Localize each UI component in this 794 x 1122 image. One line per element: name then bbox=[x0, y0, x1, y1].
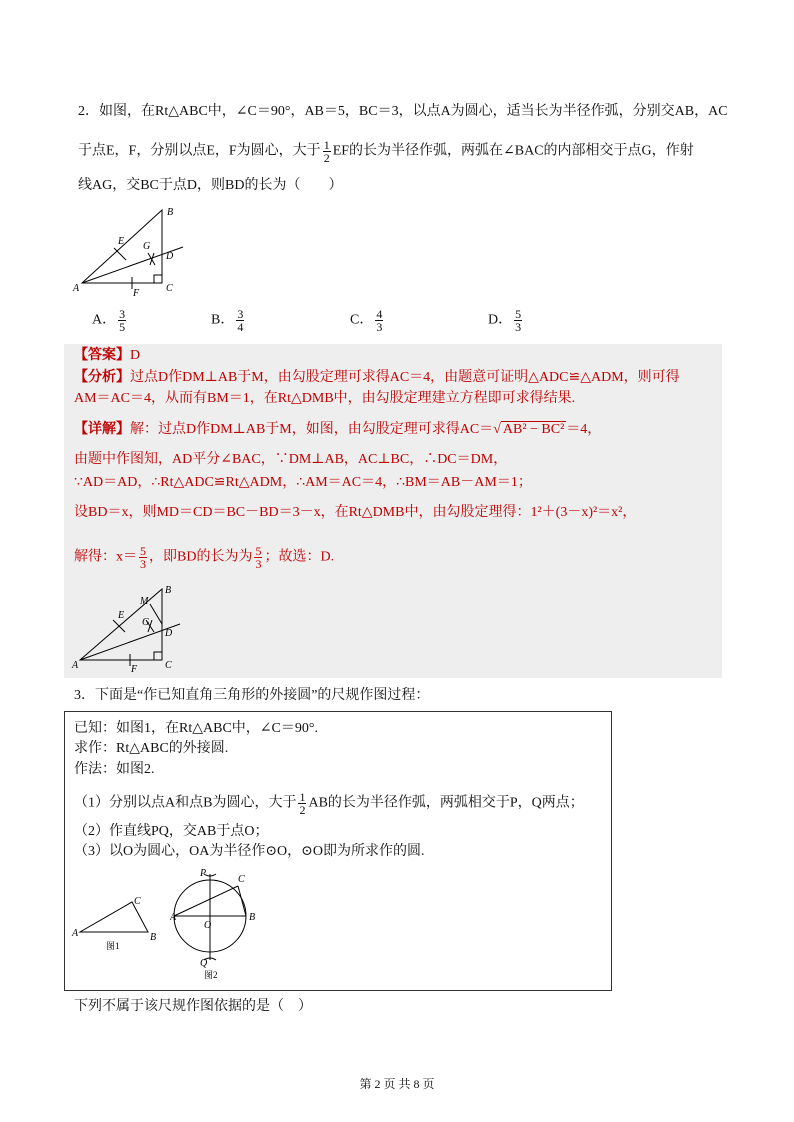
fig1-label-A: A bbox=[72, 928, 79, 939]
q3-step2: （2）作直线PQ，交AB于点O； bbox=[74, 824, 269, 839]
q3-method: 作法：如图2. bbox=[74, 762, 155, 777]
fig2-label-O: O bbox=[204, 920, 212, 931]
label-B: B bbox=[165, 585, 172, 596]
q3-intro: 3．下面是“作已知直角三角形的外接圆”的尺规作图过程： bbox=[74, 688, 430, 703]
analysis-line1: 【分析】过点D作DM⊥AB于M，由勾股定理可求得AC＝4，由题意可证明△ADC≌△ADM，则可得 bbox=[74, 370, 680, 385]
label-G: G bbox=[142, 617, 150, 628]
detail-line2: 由题中作图知，AD平分∠BAC，∵DM⊥AB，AC⊥BC，∴DC＝DM， bbox=[74, 452, 508, 467]
label-C: C bbox=[166, 283, 173, 294]
detail-line4: 设BD＝x，则MD＝CD＝BC－BD＝3－x，在Rt△DMB中，由勾股定理得：1²＋(3－x)²＝x²， bbox=[74, 505, 637, 520]
label-F: F bbox=[131, 664, 138, 674]
q2-figure1 bbox=[70, 205, 190, 300]
fig1-caption: 图1 bbox=[106, 941, 120, 951]
half-fraction: $\frac{1}{2}$ bbox=[323, 138, 330, 165]
option-c[interactable]: C． $\frac{4}{3}$ bbox=[350, 307, 383, 334]
label-E: E bbox=[118, 236, 125, 247]
q2-line2 bbox=[78, 139, 694, 164]
analysis-line2: AM＝AC＝4，从而有BM＝1，在Rt△DMB中，由勾股定理建立方程即可求得结果. bbox=[74, 391, 576, 406]
fig2-label-Q: Q bbox=[200, 958, 208, 969]
answer-line: 【答案】D bbox=[74, 348, 141, 363]
q3-step1: （1）分别以点A和点B为圆心，大于 $\frac{1}{2}$ AB的长为半径作弧，两弧相交于P，Q两点； bbox=[74, 790, 584, 817]
fig1-label-C: C bbox=[134, 896, 141, 907]
option-b[interactable]: B． $\frac{3}{4}$ bbox=[211, 307, 244, 334]
q3-task: 求作：Rt△ABC的外接圆. bbox=[74, 741, 229, 756]
fig2-label-A: A bbox=[170, 912, 177, 923]
label-D: D bbox=[166, 251, 174, 262]
q3-question: 下列不属于该尺规作图依据的是（ ） bbox=[74, 999, 312, 1014]
label-B: B bbox=[167, 207, 174, 218]
label-C: C bbox=[165, 660, 172, 671]
detail-line1: 【详解】解：过点D作DM⊥AB于M，如图，由勾股定理可求得AC＝√ AB² − BC² ＝4， bbox=[74, 422, 602, 437]
label-G: G bbox=[143, 241, 151, 252]
label-M: M bbox=[140, 596, 149, 607]
fig2-label-B: B bbox=[249, 912, 256, 923]
label-A: A bbox=[73, 283, 80, 294]
fig2-caption: 图2 bbox=[204, 970, 218, 980]
label-E: E bbox=[118, 610, 125, 621]
q3-figure1 bbox=[68, 890, 168, 952]
q3-known: 已知：如图1，在Rt△ABC中，∠C＝90°. bbox=[74, 721, 318, 736]
label-A: A bbox=[72, 660, 79, 671]
page-footer: 第 2 页 共 8 页 bbox=[359, 1077, 435, 1091]
q3-figure2 bbox=[170, 866, 280, 982]
q2-line2b: EF的长为半径作弧，两弧在∠BAC的内部相交于点G，作射 bbox=[332, 143, 694, 159]
q2-line2a: 于点E，F，分别以点E，F为圆心，大于 bbox=[78, 143, 321, 159]
q2-line1: 2．如图，在Rt△ABC中，∠C＝90°，AB＝5，BC＝3，以点A为圆心，适当长为半径作弧，分别交AB，AC bbox=[78, 104, 728, 119]
q3-step3: （3）以O为圆心，OA为半径作⊙O，⊙O即为所求作的圆. bbox=[74, 844, 425, 859]
detail-line3: ∵AD＝AD，∴Rt△ADC≌Rt△ADM，∴AM＝AC＝4，∴BM＝AB－AM＝1； bbox=[74, 475, 532, 490]
fig2-label-P: P bbox=[200, 868, 207, 879]
label-D: D bbox=[165, 628, 173, 639]
option-d[interactable]: D． $\frac{5}{3}$ bbox=[488, 307, 522, 334]
detail-line5: 解得：x＝ $\frac{5}{3}$ ，即BD的长为为 $\frac{5}{3}$ ；故选：D. bbox=[74, 544, 335, 571]
q2-figure2 bbox=[70, 584, 190, 674]
fig2-label-C: C bbox=[238, 874, 245, 885]
q2-line3: 线AG，交BC于点D，则BD的长为（ ） bbox=[78, 178, 343, 193]
label-F: F bbox=[133, 288, 140, 299]
fig1-label-B: B bbox=[150, 932, 157, 943]
option-a[interactable]: A． $\frac{3}{5}$ bbox=[92, 307, 126, 334]
